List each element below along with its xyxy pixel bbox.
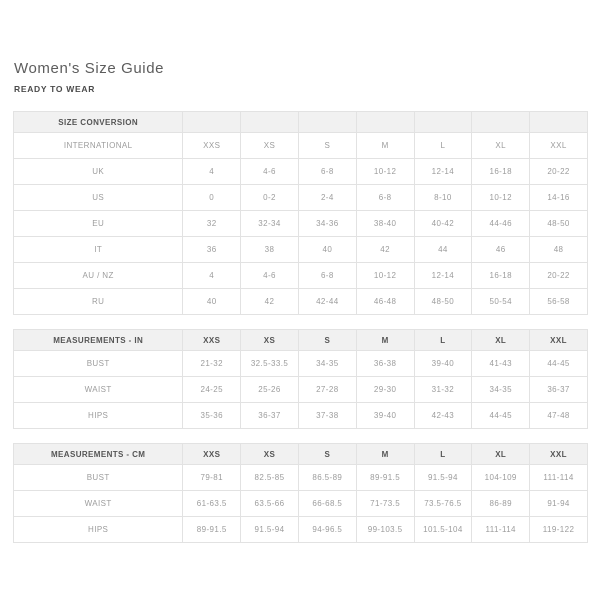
size-cell: 6-8	[356, 185, 414, 211]
size-cell: 25-26	[241, 377, 299, 403]
size-cell: 36-37	[530, 377, 588, 403]
column-header: L	[414, 330, 472, 351]
size-cell: 47-48	[530, 403, 588, 429]
size-cell: 14-16	[530, 185, 588, 211]
size-cell: 12-14	[414, 263, 472, 289]
size-cell: 104-109	[472, 465, 530, 491]
table-row	[14, 263, 588, 289]
size-cell: 8-10	[414, 185, 472, 211]
size-cell: 48	[530, 237, 588, 263]
size-cell: 42-44	[298, 289, 356, 315]
header-row	[14, 444, 588, 465]
size-cell: XXL	[530, 133, 588, 159]
column-header: M	[356, 330, 414, 351]
row-label: BUST	[14, 465, 183, 491]
size-cell: 86-89	[472, 491, 530, 517]
size-cell: 0	[183, 185, 241, 211]
row-label: HIPS	[14, 403, 183, 429]
size-cell: M	[356, 133, 414, 159]
size-cell: 35-36	[183, 403, 241, 429]
header-row	[14, 330, 588, 351]
row-label: IT	[14, 237, 183, 263]
size-cell: 32	[183, 211, 241, 237]
size-cell: 34-36	[298, 211, 356, 237]
size-cell: 94-96.5	[298, 517, 356, 543]
size-cell: 21-32	[183, 351, 241, 377]
size-cell: 82.5-85	[241, 465, 299, 491]
column-header: L	[414, 444, 472, 465]
table-header-label: MEASUREMENTS - IN	[14, 330, 183, 351]
column-header	[472, 112, 530, 133]
column-header	[183, 112, 241, 133]
size-cell: 6-8	[298, 159, 356, 185]
size-cell: 44-45	[530, 351, 588, 377]
column-header	[298, 112, 356, 133]
size-cell: 39-40	[414, 351, 472, 377]
row-label: RU	[14, 289, 183, 315]
size-cell: 36-38	[356, 351, 414, 377]
size-cell: 46	[472, 237, 530, 263]
size-cell: 91.5-94	[241, 517, 299, 543]
table-row	[14, 403, 588, 429]
size-cell: 119-122	[530, 517, 588, 543]
size-cell: 40	[183, 289, 241, 315]
size-cell: 86.5-89	[298, 465, 356, 491]
table-row	[14, 465, 588, 491]
size-cell: 12-14	[414, 159, 472, 185]
size-cell: XL	[472, 133, 530, 159]
size-cell: 89-91.5	[356, 465, 414, 491]
size-cell: 16-18	[472, 263, 530, 289]
size-cell: 38-40	[356, 211, 414, 237]
column-header: M	[356, 444, 414, 465]
row-label: HIPS	[14, 517, 183, 543]
size-cell: 50-54	[472, 289, 530, 315]
table-measurements-in	[13, 329, 588, 429]
tables-container	[13, 111, 588, 543]
column-header	[530, 112, 588, 133]
size-cell: 46-48	[356, 289, 414, 315]
table-row	[14, 491, 588, 517]
size-cell: 10-12	[356, 159, 414, 185]
row-label: WAIST	[14, 377, 183, 403]
size-cell: 2-4	[298, 185, 356, 211]
size-cell: 91.5-94	[414, 465, 472, 491]
row-label: UK	[14, 159, 183, 185]
table-row	[14, 185, 588, 211]
column-header: XXS	[183, 330, 241, 351]
row-label: AU / NZ	[14, 263, 183, 289]
table-measurements-cm	[13, 443, 588, 543]
table-row	[14, 211, 588, 237]
size-cell: 44-45	[472, 403, 530, 429]
table-row	[14, 133, 588, 159]
size-cell: 34-35	[472, 377, 530, 403]
column-header: S	[298, 330, 356, 351]
size-cell: 4	[183, 159, 241, 185]
table-row	[14, 159, 588, 185]
size-cell: 42	[241, 289, 299, 315]
table-header-label: MEASUREMENTS - CM	[14, 444, 183, 465]
size-cell: 44-46	[472, 211, 530, 237]
column-header	[414, 112, 472, 133]
header-row	[14, 112, 588, 133]
page-subtitle: READY TO WEAR	[14, 84, 96, 94]
row-label: US	[14, 185, 183, 211]
size-cell: 48-50	[414, 289, 472, 315]
size-cell: 37-38	[298, 403, 356, 429]
column-header	[241, 112, 299, 133]
size-cell: 111-114	[530, 465, 588, 491]
column-header: S	[298, 444, 356, 465]
table-row	[14, 351, 588, 377]
size-cell: 39-40	[356, 403, 414, 429]
size-cell: L	[414, 133, 472, 159]
size-cell: 16-18	[472, 159, 530, 185]
size-cell: 36	[183, 237, 241, 263]
size-cell: 66-68.5	[298, 491, 356, 517]
size-cell: 42-43	[414, 403, 472, 429]
size-cell: 6-8	[298, 263, 356, 289]
size-cell: 34-35	[298, 351, 356, 377]
column-header	[356, 112, 414, 133]
size-cell: 20-22	[530, 159, 588, 185]
table-row	[14, 517, 588, 543]
size-cell: 89-91.5	[183, 517, 241, 543]
size-cell: 27-28	[298, 377, 356, 403]
size-cell: 48-50	[530, 211, 588, 237]
page-title: Women's Size Guide	[14, 60, 165, 77]
row-label: EU	[14, 211, 183, 237]
size-cell: 32-34	[241, 211, 299, 237]
size-cell: 4	[183, 263, 241, 289]
size-cell: 31-32	[414, 377, 472, 403]
size-cell: XS	[241, 133, 299, 159]
table-row	[14, 289, 588, 315]
size-cell: 101.5-104	[414, 517, 472, 543]
column-header: XL	[472, 330, 530, 351]
size-cell: S	[298, 133, 356, 159]
column-header: XXL	[530, 444, 588, 465]
size-cell: 63.5-66	[241, 491, 299, 517]
column-header: XL	[472, 444, 530, 465]
column-header: XS	[241, 330, 299, 351]
row-label: WAIST	[14, 491, 183, 517]
size-cell: 91-94	[530, 491, 588, 517]
size-cell: 24-25	[183, 377, 241, 403]
table-row	[14, 377, 588, 403]
size-cell: 38	[241, 237, 299, 263]
size-cell: 40-42	[414, 211, 472, 237]
row-label: BUST	[14, 351, 183, 377]
column-header: XXL	[530, 330, 588, 351]
size-cell: 29-30	[356, 377, 414, 403]
size-cell: 36-37	[241, 403, 299, 429]
size-cell: 20-22	[530, 263, 588, 289]
size-cell: 61-63.5	[183, 491, 241, 517]
table-header-label: SIZE CONVERSION	[14, 112, 183, 133]
size-cell: 10-12	[356, 263, 414, 289]
table-row	[14, 237, 588, 263]
size-cell: 41-43	[472, 351, 530, 377]
size-cell: 99-103.5	[356, 517, 414, 543]
size-cell: 111-114	[472, 517, 530, 543]
size-cell: 42	[356, 237, 414, 263]
column-header: XS	[241, 444, 299, 465]
size-cell: 4-6	[241, 263, 299, 289]
size-cell: 32.5-33.5	[241, 351, 299, 377]
size-cell: 71-73.5	[356, 491, 414, 517]
row-label: INTERNATIONAL	[14, 133, 183, 159]
size-cell: 10-12	[472, 185, 530, 211]
size-cell: 79-81	[183, 465, 241, 491]
size-cell: 73.5-76.5	[414, 491, 472, 517]
column-header: XXS	[183, 444, 241, 465]
size-cell: 56-58	[530, 289, 588, 315]
table-size-conversion	[13, 111, 588, 315]
size-cell: 0-2	[241, 185, 299, 211]
size-cell: 44	[414, 237, 472, 263]
size-cell: 4-6	[241, 159, 299, 185]
size-cell: XXS	[183, 133, 241, 159]
size-cell: 40	[298, 237, 356, 263]
